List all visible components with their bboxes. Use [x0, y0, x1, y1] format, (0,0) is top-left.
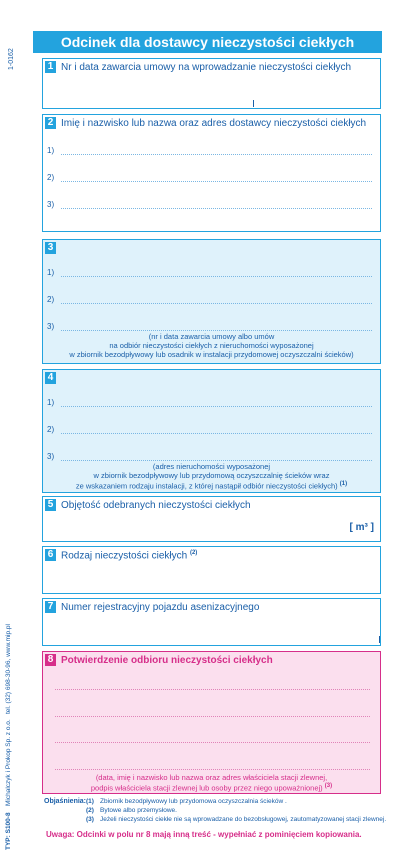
- section-number: 3: [45, 242, 56, 254]
- section-number: 6: [45, 549, 56, 561]
- explanation-row: [44, 807, 384, 816]
- field-description: [43, 773, 380, 793]
- dotted-line: [61, 208, 372, 209]
- page-title: Odcinek dla dostawcy nieczystości ciekłych: [33, 31, 382, 53]
- section-7: [42, 598, 381, 646]
- section-8: [42, 651, 381, 794]
- line-label: 2): [47, 173, 55, 182]
- confirmation-line-3[interactable]: [55, 742, 370, 743]
- line-label: 1): [47, 398, 55, 407]
- section-title: Numer rejestracyjny pojazdu asenizacyjnego: [61, 602, 260, 613]
- note-line: w zbiornik bezodpływowy lub osadnik w instalacji przydomowej oczyszczalni ścieków): [69, 350, 354, 359]
- line-label: 3): [47, 452, 55, 461]
- note-line: [43, 782, 380, 793]
- footnote-ref: (1): [339, 481, 348, 487]
- vehicle-registration-field[interactable]: [47, 617, 376, 642]
- line-label: 1): [47, 146, 55, 155]
- section-number: 2: [45, 117, 56, 129]
- section-number: 8: [45, 654, 56, 666]
- section-title: Objętość odebranych nieczystości ciekłych: [61, 500, 251, 511]
- dotted-line: [61, 406, 372, 407]
- footnote-text: Jeżeli nieczystości ciekłe nie są wprowadzane do bezobsługowej, zautomatyzowanej stacji zlewnej.: [100, 816, 387, 823]
- line-label: 1): [47, 268, 55, 277]
- note-line: (data, imię i nazwisko lub nazwa oraz adres właściciela stacji zlewnej,: [95, 773, 328, 782]
- section-title: Nr i data zawarcia umowy na wprowadzanie nieczystości ciekłych: [61, 62, 352, 73]
- field-divider: [253, 100, 254, 107]
- address-line-2[interactable]: [47, 425, 372, 437]
- confirmation-line-1[interactable]: [55, 689, 370, 690]
- explanations-label: Objaśnienia:: [44, 798, 87, 805]
- volume-field[interactable]: [47, 515, 330, 538]
- section-5: [42, 496, 381, 542]
- footnote-number: (1): [86, 798, 94, 805]
- confirmation-line-4[interactable]: [55, 769, 370, 770]
- section-number: 4: [45, 372, 56, 384]
- note-text: podpis właściciela stacji zlewnej lub osoby przez niego upoważnionej): [90, 783, 323, 793]
- line-label: 2): [47, 295, 55, 304]
- line-label: 3): [47, 322, 55, 331]
- field-divider: [379, 636, 380, 643]
- dotted-line: [61, 303, 372, 304]
- note-line: w zbiornik bezodpływowy lub przydomową oczyszczalnię ścieków wraz: [93, 471, 330, 480]
- footnote-number: (3): [86, 816, 94, 823]
- form-code: 1-0162: [8, 48, 15, 70]
- dotted-line: [61, 330, 372, 331]
- title-text: Rodzaj nieczystości ciekłych: [61, 550, 188, 562]
- address-line-1[interactable]: [47, 398, 372, 410]
- footnote-ref: (3): [324, 783, 333, 789]
- note-line: (nr i data zawarcia umowy albo umów: [148, 332, 275, 341]
- field-description: [43, 332, 380, 359]
- section-title: Potwierdzenie odbioru nieczystości ciekłych: [61, 655, 273, 666]
- contract-number-field[interactable]: [47, 77, 376, 105]
- supplier-line-2[interactable]: [47, 173, 372, 185]
- section-6: [42, 546, 381, 594]
- note-line: (adres nieruchomości wyposażonej: [152, 462, 271, 471]
- contract-line-1[interactable]: [47, 268, 372, 280]
- publisher-info: [5, 550, 23, 850]
- note-line: [43, 480, 380, 491]
- dotted-line: [61, 154, 372, 155]
- footnote-text: Zbiornik bezodpływowy lub przydomowa oczyszczalnia ścieków .: [100, 798, 287, 805]
- note-line: na odbiór nieczystości ciekłych z nieruchomości wyposażonej: [109, 341, 314, 350]
- section-3: [42, 239, 381, 364]
- section-4: [42, 369, 381, 493]
- explanation-row: [44, 816, 387, 825]
- footnote-number: (2): [86, 807, 94, 814]
- note-text: ze wskazaniem rodzaju instalacji, z której nastąpił odbiór nieczystości ciekłych): [75, 481, 338, 491]
- waste-type-field[interactable]: [47, 565, 376, 590]
- dotted-line: [61, 433, 372, 434]
- line-label: 2): [47, 425, 55, 434]
- supplier-line-3[interactable]: [47, 200, 372, 212]
- unit-label: [ m³ ]: [349, 522, 374, 533]
- dotted-line: [61, 181, 372, 182]
- confirmation-line-2[interactable]: [55, 716, 370, 717]
- section-1: [42, 58, 381, 109]
- publisher-contact: tel. (32) 698-30-96, www.mip.pl: [5, 623, 12, 714]
- section-title: [61, 550, 197, 561]
- section-number: 7: [45, 601, 56, 613]
- section-title: Imię i nazwisko lub nazwa oraz adres dostawcy nieczystości ciekłych: [61, 118, 367, 129]
- publisher-name: Michalczyk i Prokop Sp. z o.o.: [5, 719, 12, 807]
- section-number: 5: [45, 499, 56, 511]
- footnote-text: Bytowe albo przemysłowe.: [100, 807, 177, 814]
- field-description: [43, 462, 380, 491]
- section-2: [42, 114, 381, 232]
- dotted-line: [61, 276, 372, 277]
- section-number: 1: [45, 61, 56, 73]
- contract-line-2[interactable]: [47, 295, 372, 307]
- copy-warning: Uwaga: Odcinki w polu nr 8 mają inną treść - wypełniać z pominięciem kopiowania.: [46, 830, 362, 839]
- explanations: [44, 798, 387, 825]
- footnote-ref: (2): [189, 550, 198, 556]
- form-type: TYP: S100-8: [5, 812, 12, 850]
- dotted-line: [61, 460, 372, 461]
- explanation-row: [44, 798, 384, 807]
- supplier-line-1[interactable]: [47, 146, 372, 158]
- line-label: 3): [47, 200, 55, 209]
